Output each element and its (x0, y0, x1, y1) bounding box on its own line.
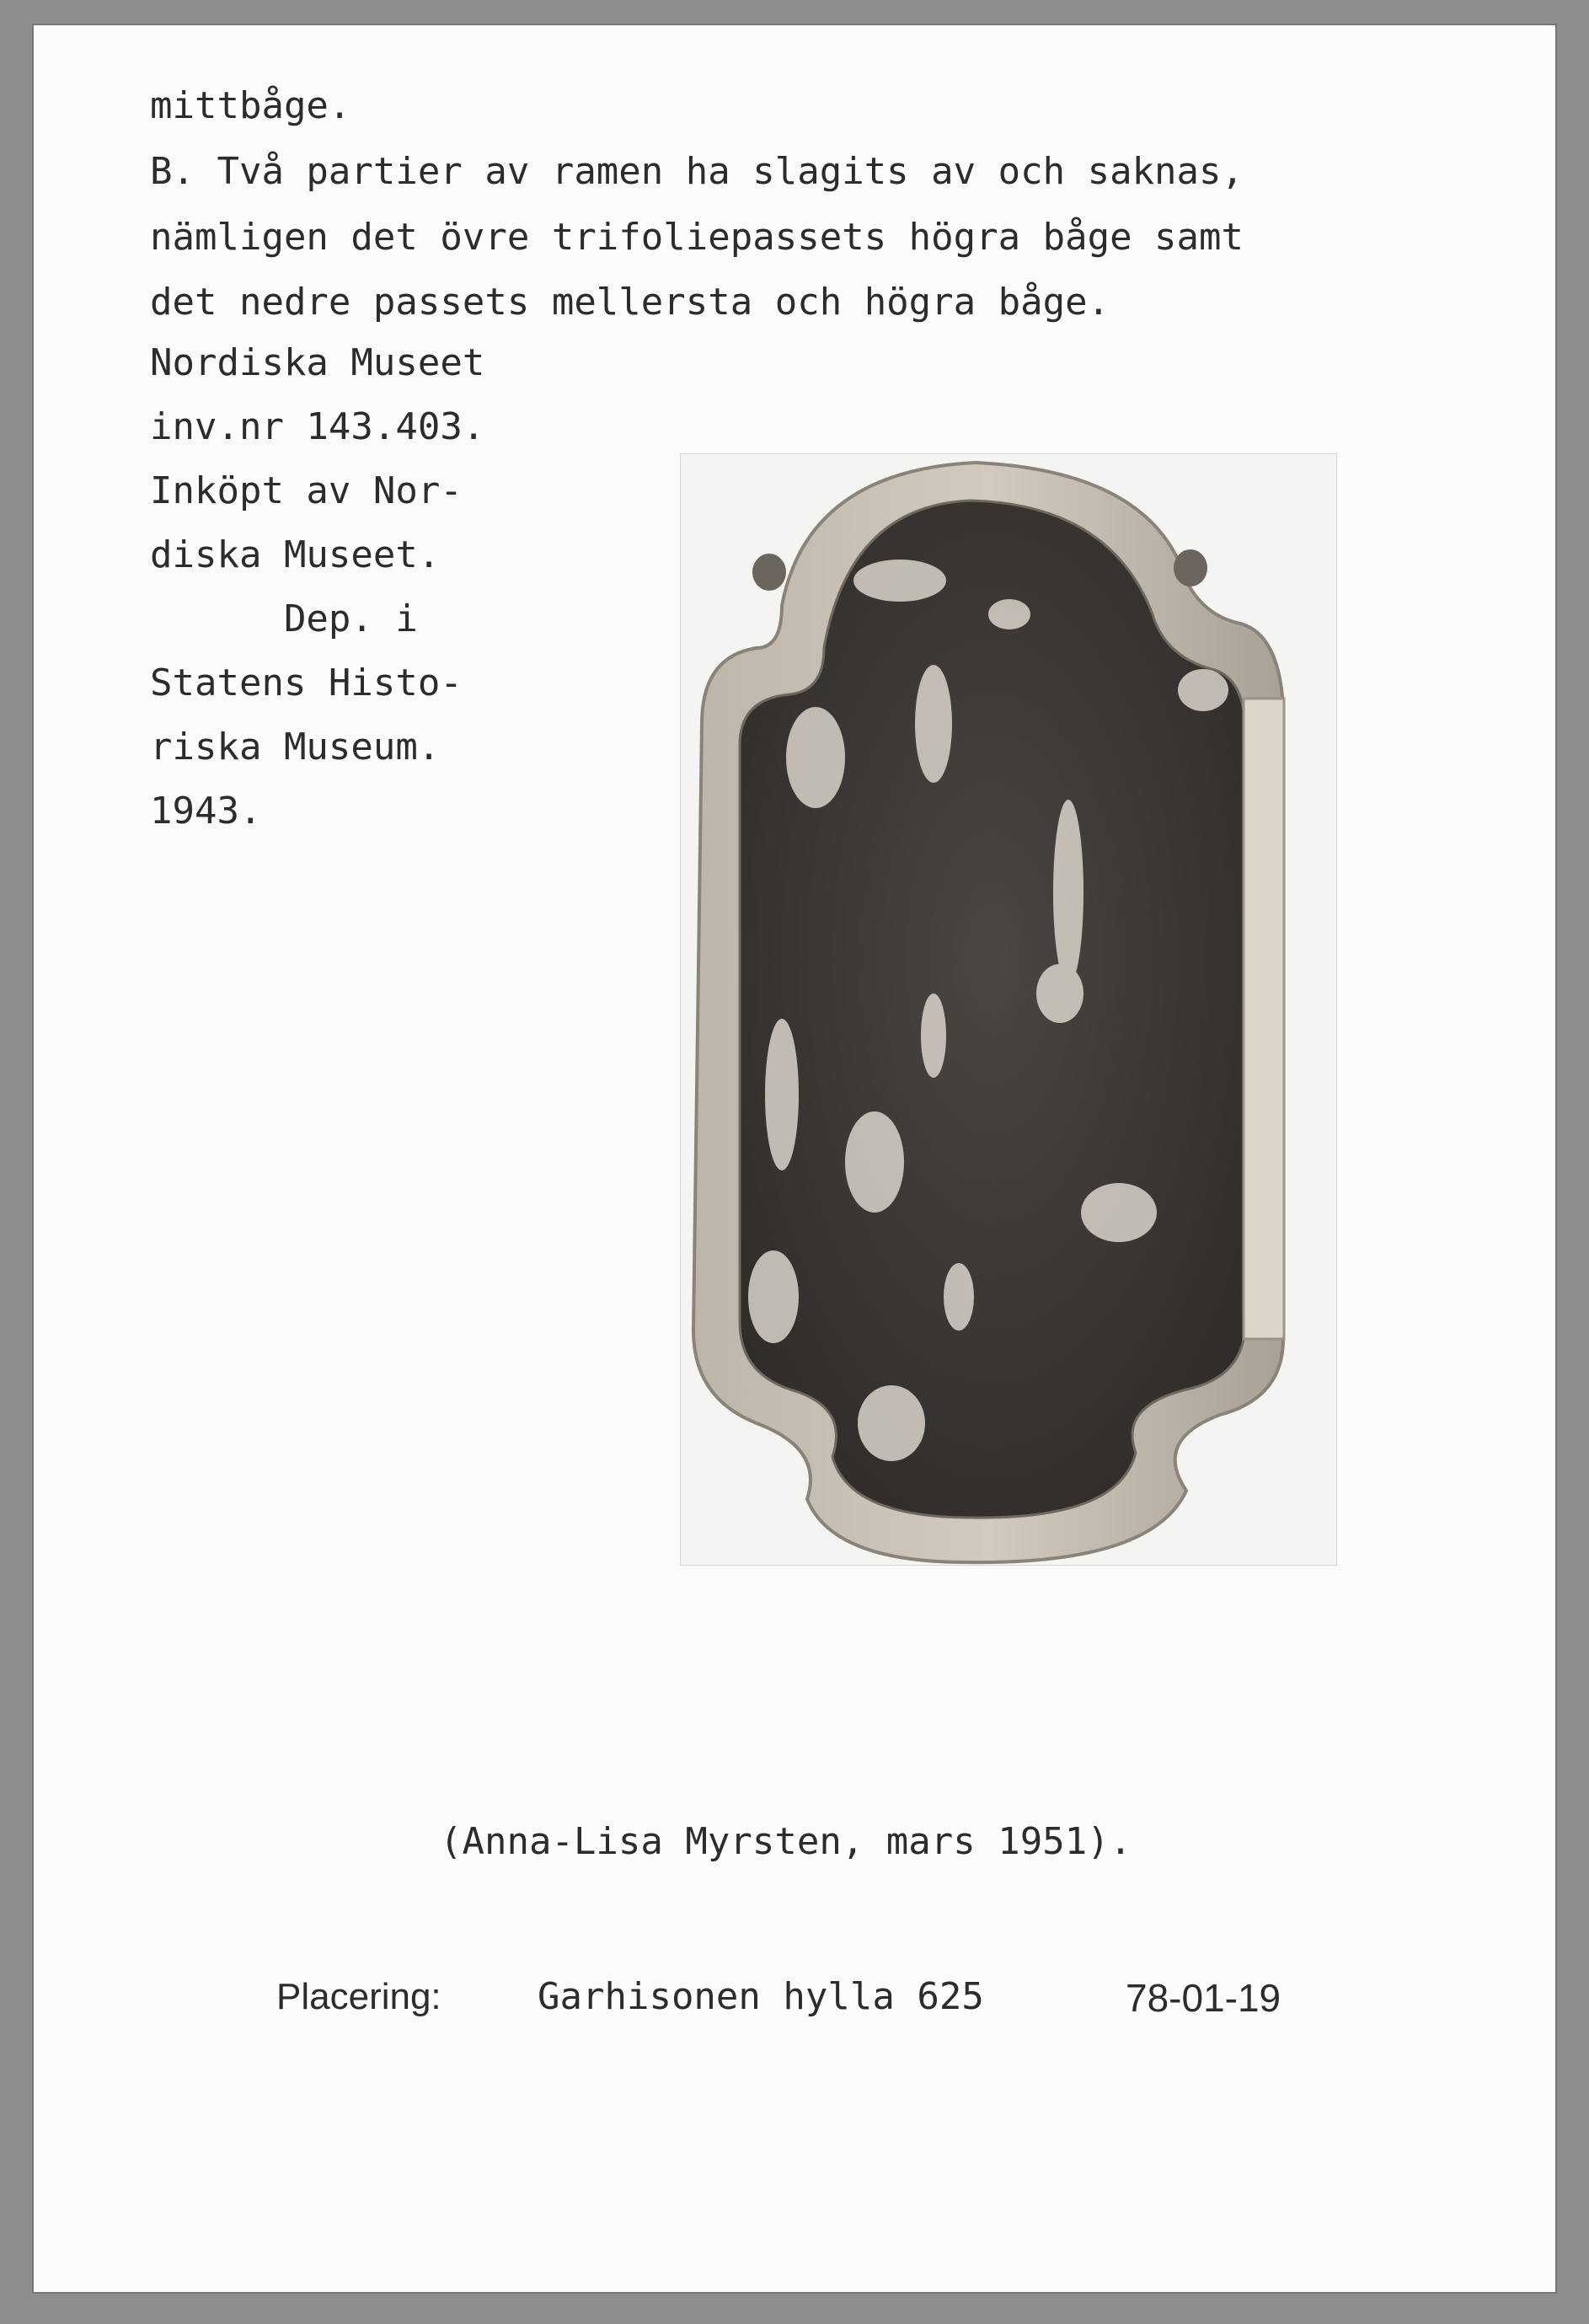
side-board (1244, 699, 1284, 1339)
left-knob (752, 554, 786, 591)
right-knob (1174, 549, 1207, 586)
museum-line-4: diska Museet. (150, 533, 441, 576)
text-line-4: det nedre passets mellersta och högra båge. (150, 281, 1110, 324)
text-line-2: B. Två partier av ramen ha slagits av och saknas, (150, 150, 1244, 193)
museum-line-2: inv.nr 143.403. (150, 405, 485, 448)
text-line-1: mittbåge. (150, 84, 351, 127)
mirror-frame-illustration (681, 454, 1336, 1565)
text-line-3: nämligen det övre trifoliepassets högra båge samt (150, 216, 1244, 259)
date-stamp: 78-01-19 (1126, 1976, 1281, 2020)
museum-line-6: Statens Histo- (150, 661, 463, 704)
museum-line-7: riska Museum. (150, 726, 441, 768)
museum-line-3: Inköpt av Nor- (150, 469, 463, 512)
mirror-frame-photo (680, 453, 1337, 1566)
author-credit: (Anna-Lisa Myrsten, mars 1951). (440, 1820, 1132, 1863)
museum-line-8: 1943. (150, 790, 262, 833)
museum-line-5: Dep. i (150, 597, 418, 640)
placement-value: Garhisonen hylla 625 (538, 1975, 984, 2018)
museum-line-1: Nordiska Museet (150, 341, 485, 384)
placement-label: Placering: (276, 1976, 441, 2017)
archive-card (34, 25, 1555, 2292)
